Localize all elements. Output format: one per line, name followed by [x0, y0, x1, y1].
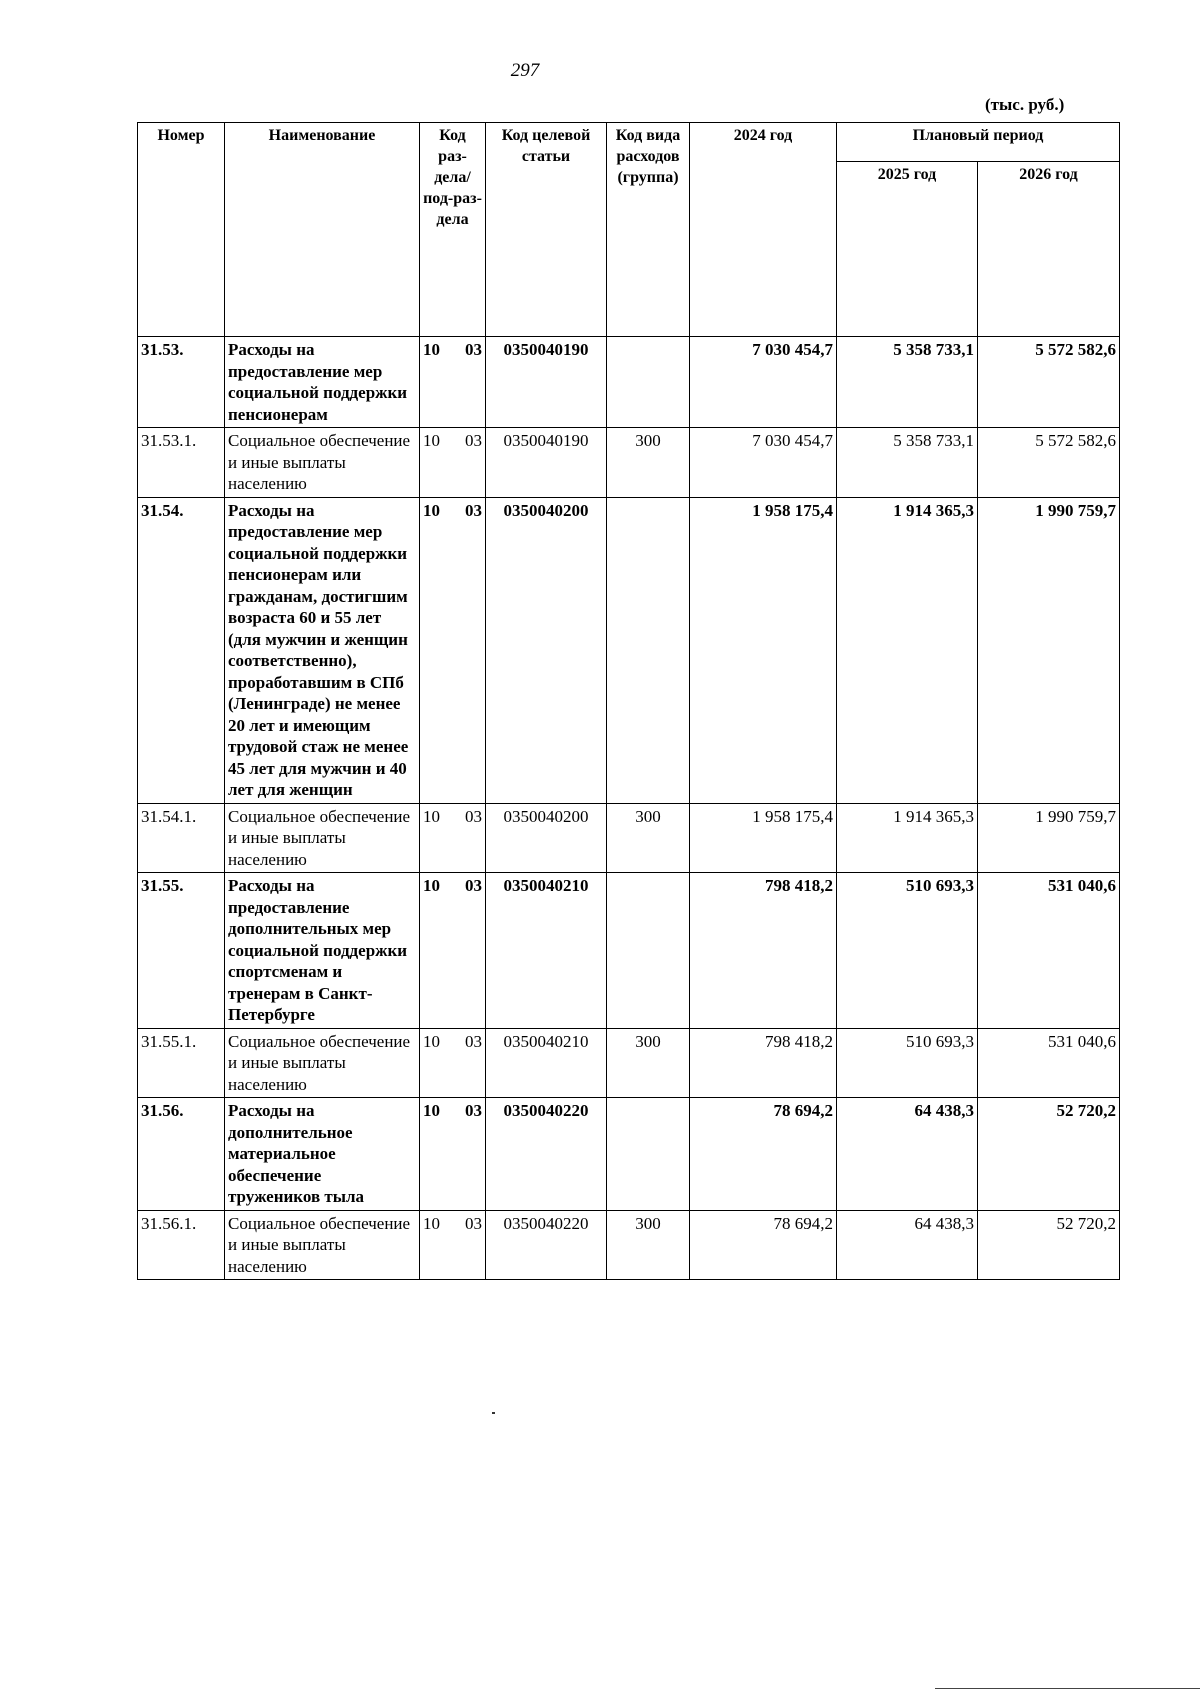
row-amount-2024: 7 030 454,7 — [690, 337, 837, 428]
row-target-code: 0350040200 — [486, 497, 607, 803]
table-row — [138, 428, 1120, 498]
row-amount-2025: 5 358 733,1 — [837, 428, 978, 498]
row-amount-2026: 5 572 582,6 — [978, 337, 1120, 428]
row-number: 31.55.1. — [138, 1028, 225, 1098]
row-amount-2026: 1 990 759,7 — [978, 803, 1120, 873]
subsection-code: 03 — [465, 1213, 482, 1233]
row-section-code — [420, 497, 486, 803]
row-number: 31.56. — [138, 1098, 225, 1211]
section-code: 10 — [423, 431, 440, 450]
row-amount-2024: 1 958 175,4 — [690, 803, 837, 873]
row-expense-type — [607, 1098, 690, 1211]
subsection-code: 03 — [465, 431, 482, 450]
row-amount-2024: 798 418,2 — [690, 1028, 837, 1098]
header-name: Наименование — [225, 123, 420, 337]
row-target-code: 0350040190 — [486, 337, 607, 428]
row-amount-2025: 1 914 365,3 — [837, 803, 978, 873]
row-number: 31.55. — [138, 873, 225, 1029]
section-code: 10 — [423, 1213, 440, 1233]
row-amount-2024: 1 958 175,4 — [690, 497, 837, 803]
row-section-code — [420, 337, 486, 428]
header-section-code: Код раз-дела/ под-раз-дела — [420, 123, 486, 337]
row-expense-type: 300 — [607, 1210, 690, 1280]
subsection-code: 03 — [465, 806, 482, 826]
row-amount-2025: 510 693,3 — [837, 873, 978, 1029]
row-amount-2026: 52 720,2 — [978, 1098, 1120, 1211]
row-expense-type: 300 — [607, 1028, 690, 1098]
row-section-code — [420, 1098, 486, 1211]
row-name: Расходы на предоставление мер социальной поддержки пенсионерам — [225, 337, 420, 428]
row-amount-2025: 510 693,3 — [837, 1028, 978, 1098]
row-section-code — [420, 428, 486, 498]
header-year-2026: 2026 год — [978, 162, 1120, 337]
row-target-code: 0350040190 — [486, 428, 607, 498]
header-planning-period: Плановый период — [837, 123, 1120, 162]
section-code: 10 — [423, 340, 440, 359]
row-number: 31.54.1. — [138, 803, 225, 873]
row-number: 31.56.1. — [138, 1210, 225, 1280]
row-target-code: 0350040220 — [486, 1210, 607, 1280]
row-target-code: 0350040220 — [486, 1098, 607, 1211]
section-code: 10 — [423, 806, 440, 826]
row-expense-type — [607, 497, 690, 803]
row-section-code — [420, 1028, 486, 1098]
row-amount-2024: 78 694,2 — [690, 1098, 837, 1211]
row-amount-2025: 5 358 733,1 — [837, 337, 978, 428]
header-number: Номер — [138, 123, 225, 337]
table-row — [138, 803, 1120, 873]
subsection-code: 03 — [465, 500, 482, 520]
row-name: Расходы на предоставление мер социальной поддержки пенсионерам или гражданам, достигшим возраста 60 и 55 лет (для мужчин и женщин соответственно), проработавшим в СПб (Ленинграде) не менее 20 лет и имеющим трудовой стаж не менее 45 лет для мужчин и 40 лет для женщин — [225, 497, 420, 803]
table-row — [138, 497, 1120, 803]
table-row — [138, 873, 1120, 1029]
row-name: Расходы на дополнительное материальное обеспечение тружеников тыла — [225, 1098, 420, 1211]
subsection-code: 03 — [465, 1031, 482, 1051]
row-target-code: 0350040210 — [486, 1028, 607, 1098]
row-name: Расходы на предоставление дополнительных мер социальной поддержки спортсменам и тренерам в Санкт-Петербурге — [225, 873, 420, 1029]
row-amount-2026: 52 720,2 — [978, 1210, 1120, 1280]
row-amount-2024: 78 694,2 — [690, 1210, 837, 1280]
row-section-code — [420, 803, 486, 873]
section-code: 10 — [423, 1031, 440, 1051]
scan-artifact — [492, 1412, 495, 1414]
section-code: 10 — [423, 500, 440, 520]
section-code: 10 — [423, 1101, 440, 1120]
row-amount-2026: 1 990 759,7 — [978, 497, 1120, 803]
subsection-code: 03 — [465, 876, 482, 895]
table-row — [138, 1098, 1120, 1211]
header-year-2024: 2024 год — [690, 123, 837, 337]
header-year-2025: 2025 год — [837, 162, 978, 337]
table-row — [138, 1028, 1120, 1098]
row-number: 31.54. — [138, 497, 225, 803]
row-amount-2024: 798 418,2 — [690, 873, 837, 1029]
units-label: (тыс. руб.) — [985, 95, 1065, 114]
row-expense-type — [607, 337, 690, 428]
table-row — [138, 1210, 1120, 1280]
row-name: Социальное обеспечение и иные выплаты населению — [225, 1028, 420, 1098]
row-target-code: 0350040210 — [486, 873, 607, 1029]
row-section-code — [420, 1210, 486, 1280]
header-target-code: Код целевой статьи — [486, 123, 607, 337]
row-amount-2026: 531 040,6 — [978, 873, 1120, 1029]
row-amount-2024: 7 030 454,7 — [690, 428, 837, 498]
row-number: 31.53. — [138, 337, 225, 428]
row-number: 31.53.1. — [138, 428, 225, 498]
budget-table — [137, 122, 1120, 1280]
row-target-code: 0350040200 — [486, 803, 607, 873]
row-expense-type — [607, 873, 690, 1029]
row-amount-2025: 64 438,3 — [837, 1210, 978, 1280]
row-expense-type: 300 — [607, 428, 690, 498]
row-amount-2025: 1 914 365,3 — [837, 497, 978, 803]
row-name: Социальное обеспечение и иные выплаты населению — [225, 803, 420, 873]
row-amount-2025: 64 438,3 — [837, 1098, 978, 1211]
scan-edge-line — [935, 1688, 1200, 1689]
row-section-code — [420, 873, 486, 1029]
row-name: Социальное обеспечение и иные выплаты населению — [225, 428, 420, 498]
table-row — [138, 337, 1120, 428]
subsection-code: 03 — [465, 340, 482, 359]
subsection-code: 03 — [465, 1101, 482, 1120]
section-code: 10 — [423, 876, 440, 895]
row-amount-2026: 5 572 582,6 — [978, 428, 1120, 498]
row-name: Социальное обеспечение и иные выплаты населению — [225, 1210, 420, 1280]
row-expense-type: 300 — [607, 803, 690, 873]
page-number: 297 — [510, 60, 540, 81]
row-amount-2026: 531 040,6 — [978, 1028, 1120, 1098]
header-expense-type: Код вида расходов (группа) — [607, 123, 690, 337]
